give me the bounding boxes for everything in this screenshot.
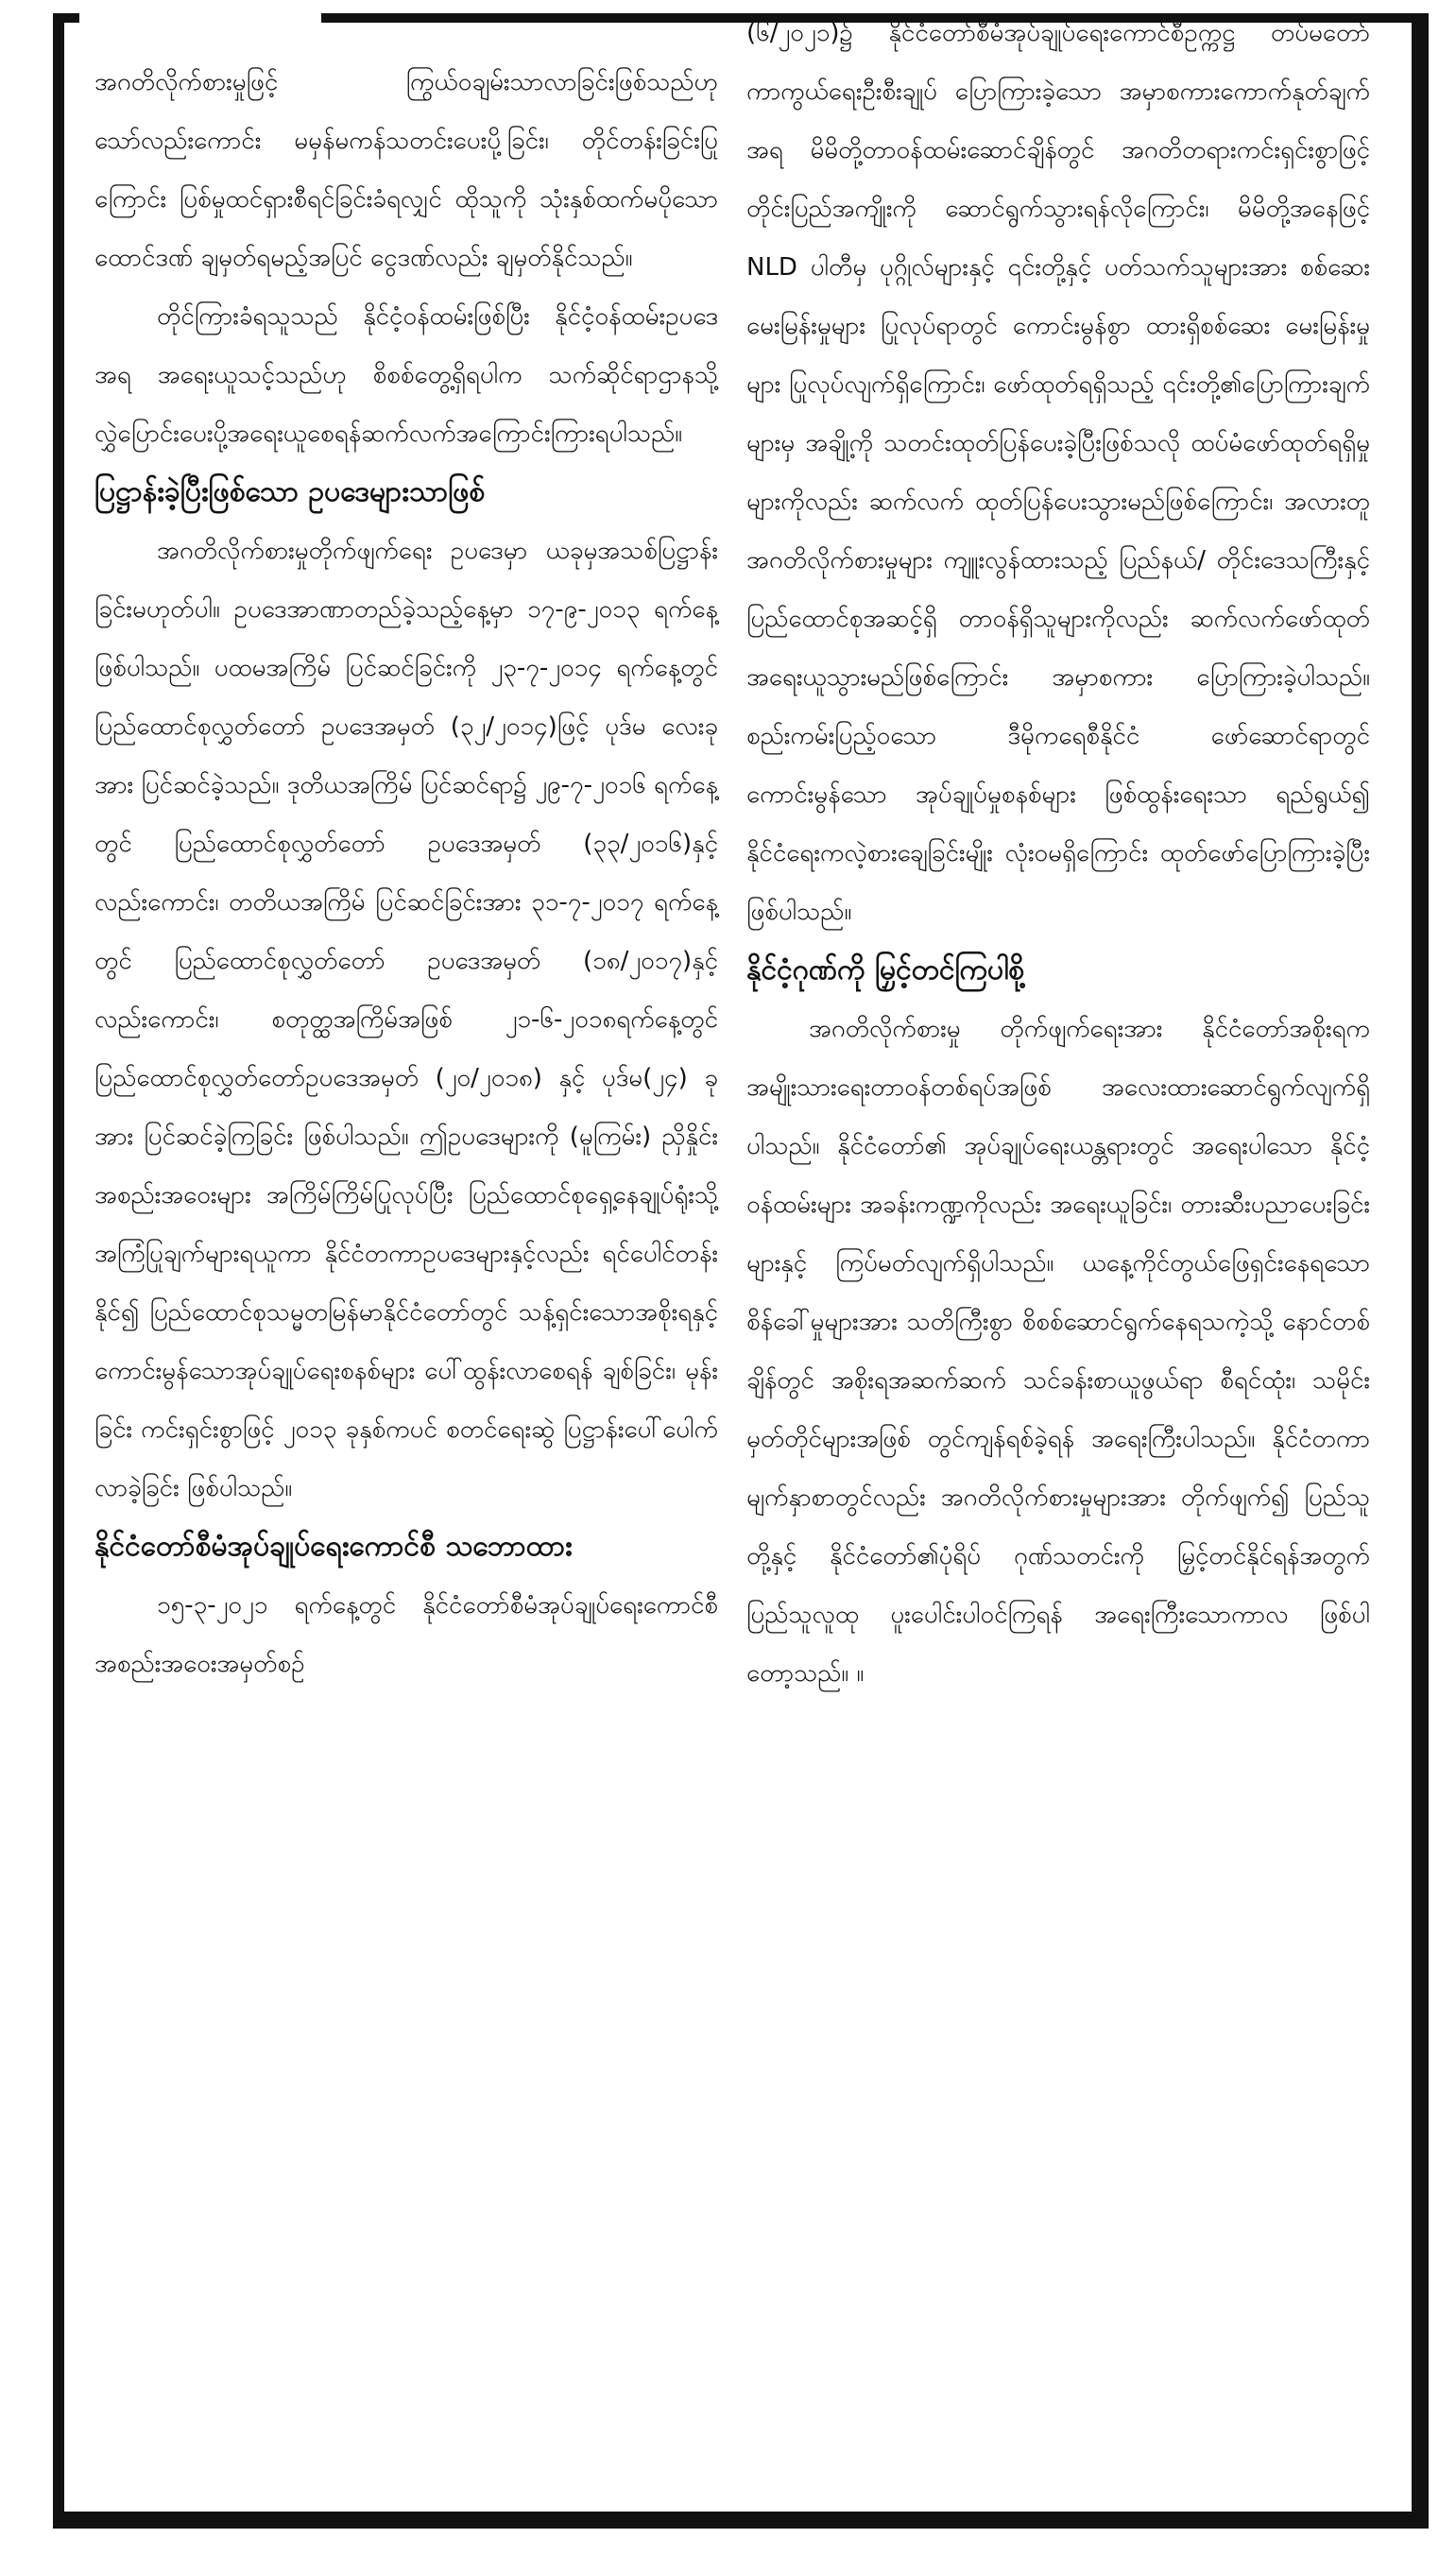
paragraph-false-report-penalty: အဂတိလိုက်စားမှုဖြင့် ကြွယ်ဝချမ်းသာလာခြင်းဖြစ်သည်ဟုသော်လည်းကောင်း မမှန်မကန်သတင်းပေးပို့ခြင်း၊ တိုင်တန်းခြင်းပြုကြောင်း ပြစ်မှုထင်ရှားစီရင်ခြင်းခံရလျှင် ထိုသူကို သုံးနှစ်ထက်မပိုသော ထောင်ဒဏ် ချမှတ်ရမည့်အပြင် ငွေဒဏ်လည်း ချမှတ်နိုင်သည်။: [94, 68, 718, 272]
article-column-left: [94, 53, 718, 1693]
heading-enacted-laws: ပြဋ္ဌာန်းခဲ့ပြီးဖြစ်သော ဥပဒေများသာဖြစ်: [94, 475, 486, 508]
paragraph-council-speech: (၆/၂၀၂၁)၌ နိုင်ငံတော်စီမံအုပ်ချုပ်ရေးကောင်စီဥက္ကဋ္ဌ တပ်မတော်ကာကွယ်ရေးဦးစီးချုပ် ပြောကြားခဲ့သော အမှာစကားကောက်နုတ်ချက်အရ မိမိတို့တာဝန်ထမ်းဆောင်ချိန်တွင် အဂတိတရားကင်းရှင်းစွာဖြင့် တိုင်းပြည်အကျိုးကို ဆောင်ရွက်သွားရန်လိုကြောင်း၊ မိမိတို့အနေဖြင့် NLD ပါတီမှ ပုဂ္ဂိုလ်များနှင့် ၎င်းတို့နှင့် ပတ်သက်သူများအား စစ်ဆေးမေးမြန်းမှုများ ပြုလုပ်ရာတွင် ကောင်းမွန်စွာ ထားရှိစစ်ဆေး မေးမြန်းမှုများ ပြုလုပ်လျက်ရှိကြောင်း၊ ဖော်ထုတ်ရရှိသည့် ၎င်းတို့၏ပြောကြားချက်များမှ အချို့ကို သတင်းထုတ်ပြန်ပေးခဲ့ပြီးဖြစ်သလို ထပ်မံဖော်ထုတ်ရရှိမှုများကိုလည်း ဆက်လက် ထုတ်ပြန်ပေးသွားမည်ဖြစ်ကြောင်း၊ အလားတူ အဂတိလိုက်စားမှုများ ကျူးလွန်ထားသည့် ပြည်နယ်/ တိုင်းဒေသကြီးနှင့် ပြည်ထောင်စုအဆင့်ရှိ တာဝန်ရှိသူများကိုလည်း ဆက်လက်ဖော်ထုတ် အရေးယူသွားမည်ဖြစ်ကြောင်း အမှာစကား ပြောကြားခဲ့ပါသည်။ စည်းကမ်းပြည့်ဝသော ဒီမိုကရေစီနိုင်ငံ ဖော်ဆောင်ရာတွင် ကောင်းမွန်သော အုပ်ချုပ်မှုစနစ်များ ဖြစ်ထွန်းရေးသာ ရည်ရွယ်၍ နိုင်ငံရေးကလဲ့စားချေခြင်းမျိုး လုံးဝမရှိကြောင်း ထုတ်ဖော်ပြောကြားခဲ့ပြီး ဖြစ်ပါသည်။: [746, 19, 1370, 926]
paragraph-anti-corruption-duty: အဂတိလိုက်စားမှု တိုက်ဖျက်ရေးအား နိုင်ငံတော်အစိုးရက အမျိုးသားရေးတာဝန်တစ်ရပ်အဖြစ် အလေးထားဆောင်ရွက်လျက်ရှိပါသည်။ နိုင်ငံတော်၏ အုပ်ချုပ်ရေးယန္တရားတွင် အရေးပါသော နိုင်ငံ့ဝန်ထမ်းများ အခန်းကဏ္ဍကိုလည်း အရေးယူခြင်း၊ တားဆီးပညာပေးခြင်းများနှင့် ကြပ်မတ်လျက်ရှိပါသည်။ ယနေ့ကိုင်တွယ်ဖြေရှင်းနေရသော စိန်ခေါ်မှုများအား သတိကြီးစွာ စိစစ်ဆောင်ရွက်နေရသကဲ့သို့ နောင်တစ်ချိန်တွင် အစိုးရအဆက်ဆက် သင်ခန်းစာယူဖွယ်ရာ စီရင်ထုံး၊ သမိုင်းမှတ်တိုင်များအဖြစ် တွင်ကျန်ရစ်ခဲ့ရန် အရေးကြီးပါသည်။ နိုင်ငံတကာမျက်နှာစာတွင်လည်း အဂတိလိုက်စားမှုများအား တိုက်ဖျက်၍ ပြည်သူတို့နှင့် နိုင်ငံတော်၏ပုံရိပ် ဂုဏ်သတင်းကို မြှင့်တင်နိုင်ရန်အတွက် ပြည်သူလူထု ပူးပေါင်းပါဝင်ကြရန် အရေးကြီးသောကာလ ဖြစ်ပါတော့သည်။ ။: [746, 1015, 1370, 1688]
heading-raise-national-prestige: နိုင်ငံ့ဂုဏ်ကို မြှင့်တင်ကြပါစို့: [746, 953, 1025, 986]
paragraph-council-meeting-start: ၁၅-၃-၂၀၂၁ ရက်နေ့တွင် နိုင်ငံတော်စီမံအုပ်ချုပ်ရေးကောင်စီ အစည်းအဝေးအမှတ်စဉ်: [94, 1591, 718, 1678]
paragraph-law-history: အဂတိလိုက်စားမှုတိုက်ဖျက်ရေး ဥပဒေမှာ ယခုမှအသစ်ပြဋ္ဌာန်းခြင်းမဟုတ်ပါ။ ဥပဒေအာဏာတည်ခဲ့သည့်နေ့မှာ ၁၇-၉-၂၀၁၃ ရက်နေ့ ဖြစ်ပါသည်။ ပထမအကြိမ် ပြင်ဆင်ခြင်းကို ၂၃-၇-၂၀၁၄ ရက်နေ့တွင် ပြည်ထောင်စုလွှတ်တော် ဥပဒေအမှတ် (၃၂/၂၀၁၄)ဖြင့် ပုဒ်မ လေးခုအား ပြင်ဆင်ခဲ့သည်။ ဒုတိယအကြိမ် ပြင်ဆင်ရာ၌ ၂၉-၇-၂၀၁၆ ရက်နေ့တွင် ပြည်ထောင်စုလွှတ်တော် ဥပဒေအမှတ် (၃၃/၂၀၁၆)နှင့်လည်းကောင်း၊ တတိယအကြိမ် ပြင်ဆင်ခြင်းအား ၃၁-၇-၂၀၁၇ ရက်နေ့တွင် ပြည်ထောင်စုလွှတ်တော် ဥပဒေအမှတ် (၁၈/၂၀၁၇)နှင့်လည်းကောင်း၊ စတုတ္ထအကြိမ်အဖြစ် ၂၁-၆-၂၀၁၈ရက်နေ့တွင် ပြည်ထောင်စုလွှတ်တော်ဥပဒေအမှတ် (၂၀/၂၀၁၈) နှင့် ပုဒ်မ(၂၄) ခုအား ပြင်ဆင်ခဲ့ကြခြင်း ဖြစ်ပါသည်။ ဤဥပဒေများကို (မူကြမ်း) ညှိနှိုင်းအစည်းအဝေးများ အကြိမ်ကြိမ်ပြုလုပ်ပြီး ပြည်ထောင်စုရှေ့နေချုပ်ရုံးသို့ အကြံပြုချက်များရယူကာ နိုင်ငံတကာဥပဒေများနှင့်လည်း ရင်ပေါင်တန်းနိုင်၍ ပြည်ထောင်စုသမ္မတမြန်မာနိုင်ငံတော်တွင် သန့်ရှင်းသောအစိုးရနှင့် ကောင်းမွန်သောအုပ်ချုပ်ရေးစနစ်များ ပေါ်ထွန်းလာစေရန် ချစ်ခြင်း၊ မုန်းခြင်း ကင်းရှင်းစွာဖြင့် ၂၀၁၃ ခုနှစ်ကပင် စတင်ရေးဆွဲ ပြဋ္ဌာန်းပေါ်ပေါက်လာခဲ့ခြင်း ဖြစ်ပါသည်။: [94, 537, 718, 1502]
heading-council-stance: နိုင်ငံတော်စီမံအုပ်ချုပ်ရေးကောင်စီ သဘောထား: [94, 1530, 573, 1563]
article-column-right: [746, 4, 1370, 1703]
frame-top-gap: [79, 9, 321, 26]
paragraph-civil-servant-action: တိုင်ကြားခံရသူသည် နိုင်ငံ့ဝန်ထမ်းဖြစ်ပြီး နိုင်ငံ့ဝန်ထမ်းဥပဒေအရ အရေးယူသင့်သည်ဟု စိစစ်တွေ့ရှိရပါက သက်ဆိုင်ရာဌာနသို့ လွှဲပြောင်းပေးပို့အရေးယူစေရန်ဆက်လက်အကြောင်းကြားရပါသည်။: [94, 302, 718, 448]
